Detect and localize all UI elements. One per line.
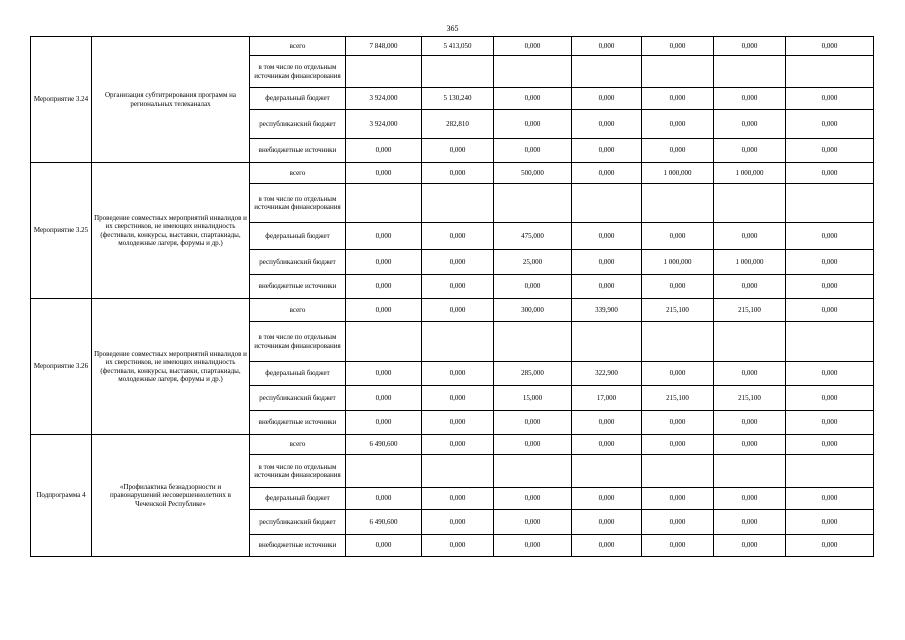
amount-cell: 0,000 [786, 299, 874, 322]
funding-source: в том числе по отдельным источникам финансирования [250, 56, 346, 88]
amount-cell: 0,000 [642, 275, 714, 299]
amount-cell: 0,000 [422, 535, 494, 557]
amount-cell [494, 184, 572, 223]
table-row [31, 163, 874, 184]
amount-cell [346, 322, 422, 362]
amount-cell: 0,000 [786, 139, 874, 163]
amount-cell: 0,000 [642, 223, 714, 250]
amount-cell [346, 455, 422, 488]
amount-cell: 285,000 [494, 362, 572, 386]
amount-cell: 0,000 [346, 275, 422, 299]
amount-cell: 0,000 [714, 110, 786, 139]
amount-cell: 0,000 [786, 411, 874, 435]
funding-source: федеральный бюджет [250, 488, 346, 510]
amount-cell: 215,100 [642, 299, 714, 322]
amount-cell: 475,000 [494, 223, 572, 250]
amount-cell: 1 000,000 [714, 163, 786, 184]
amount-cell: 0,000 [714, 510, 786, 535]
amount-cell [346, 56, 422, 88]
amount-cell: 0,000 [642, 37, 714, 56]
amount-cell [786, 322, 874, 362]
amount-cell: 215,100 [642, 386, 714, 411]
funding-source: всего [250, 299, 346, 322]
amount-cell [572, 184, 642, 223]
amount-cell: 0,000 [572, 139, 642, 163]
funding-source: федеральный бюджет [250, 88, 346, 110]
table-row [31, 299, 874, 322]
funding-source: республиканский бюджет [250, 386, 346, 411]
amount-cell: 0,000 [422, 163, 494, 184]
amount-cell: 0,000 [714, 411, 786, 435]
measure-code: Мероприятие 3.24 [31, 37, 92, 163]
amount-cell [642, 322, 714, 362]
amount-cell: 0,000 [346, 488, 422, 510]
amount-cell: 0,000 [422, 411, 494, 435]
amount-cell: 215,100 [714, 386, 786, 411]
amount-cell: 0,000 [422, 435, 494, 455]
amount-cell: 5 413,050 [422, 37, 494, 56]
funding-source: в том числе по отдельным источникам финансирования [250, 322, 346, 362]
amount-cell: 0,000 [422, 250, 494, 275]
amount-cell: 0,000 [422, 223, 494, 250]
amount-cell [642, 455, 714, 488]
funding-source: внебюджетные источники [250, 535, 346, 557]
amount-cell: 0,000 [786, 275, 874, 299]
measure-code: Мероприятие 3.26 [31, 299, 92, 435]
amount-cell [494, 56, 572, 88]
amount-cell: 0,000 [642, 362, 714, 386]
amount-cell: 0,000 [494, 110, 572, 139]
amount-cell: 1 000,000 [642, 163, 714, 184]
amount-cell: 0,000 [572, 250, 642, 275]
amount-cell: 0,000 [642, 139, 714, 163]
amount-cell: 0,000 [572, 110, 642, 139]
amount-cell: 0,000 [572, 275, 642, 299]
amount-cell: 0,000 [494, 275, 572, 299]
amount-cell: 7 848,000 [346, 37, 422, 56]
measure-code: Мероприятие 3.25 [31, 163, 92, 299]
amount-cell [714, 56, 786, 88]
amount-cell: 0,000 [494, 535, 572, 557]
amount-cell: 0,000 [494, 139, 572, 163]
amount-cell: 0,000 [786, 163, 874, 184]
amount-cell: 0,000 [786, 223, 874, 250]
amount-cell: 0,000 [642, 535, 714, 557]
amount-cell: 0,000 [786, 435, 874, 455]
amount-cell [572, 322, 642, 362]
amount-cell: 0,000 [572, 37, 642, 56]
amount-cell: 0,000 [642, 110, 714, 139]
amount-cell: 0,000 [714, 488, 786, 510]
amount-cell: 6 490,600 [346, 510, 422, 535]
measure-name: Организация субтитрирования программ на региональных телеканалах [92, 37, 250, 163]
amount-cell: 0,000 [786, 88, 874, 110]
table-row [31, 37, 874, 56]
amount-cell: 0,000 [786, 510, 874, 535]
amount-cell: 0,000 [494, 37, 572, 56]
amount-cell: 0,000 [494, 435, 572, 455]
amount-cell: 0,000 [642, 411, 714, 435]
funding-source: республиканский бюджет [250, 110, 346, 139]
amount-cell: 339,900 [572, 299, 642, 322]
amount-cell [642, 184, 714, 223]
amount-cell: 0,000 [572, 435, 642, 455]
amount-cell: 0,000 [422, 362, 494, 386]
page-number: 365 [446, 24, 459, 33]
amount-cell: 1 000,000 [714, 250, 786, 275]
amount-cell [714, 184, 786, 223]
amount-cell: 0,000 [422, 386, 494, 411]
amount-cell: 0,000 [572, 510, 642, 535]
amount-cell: 3 924,000 [346, 88, 422, 110]
amount-cell: 0,000 [494, 510, 572, 535]
amount-cell: 0,000 [346, 299, 422, 322]
amount-cell: 0,000 [714, 88, 786, 110]
amount-cell: 0,000 [346, 250, 422, 275]
amount-cell: 1 000,000 [642, 250, 714, 275]
funding-source: федеральный бюджет [250, 362, 346, 386]
funding-source: всего [250, 163, 346, 184]
amount-cell: 0,000 [786, 37, 874, 56]
measure-code: Подпрограмма 4 [31, 435, 92, 557]
amount-cell: 0,000 [346, 535, 422, 557]
amount-cell: 0,000 [494, 411, 572, 435]
amount-cell: 0,000 [422, 510, 494, 535]
funding-source: республиканский бюджет [250, 250, 346, 275]
amount-cell: 17,000 [572, 386, 642, 411]
budget-table [30, 36, 874, 557]
amount-cell: 0,000 [642, 488, 714, 510]
measure-name: «Профилактика безнадзорности и правонарушений несовершеннолетних в Чеченской Республике» [92, 435, 250, 557]
funding-source: внебюджетные источники [250, 411, 346, 435]
amount-cell [422, 455, 494, 488]
amount-cell [714, 322, 786, 362]
amount-cell: 0,000 [494, 88, 572, 110]
amount-cell: 25,000 [494, 250, 572, 275]
amount-cell: 0,000 [422, 488, 494, 510]
amount-cell: 0,000 [346, 223, 422, 250]
amount-cell [714, 455, 786, 488]
amount-cell: 0,000 [714, 223, 786, 250]
funding-source: в том числе по отдельным источникам финансирования [250, 184, 346, 223]
amount-cell: 0,000 [786, 362, 874, 386]
funding-source: в том числе по отдельным источникам финансирования [250, 455, 346, 488]
amount-cell: 0,000 [786, 488, 874, 510]
amount-cell: 0,000 [422, 139, 494, 163]
amount-cell [494, 455, 572, 488]
amount-cell: 6 490,600 [346, 435, 422, 455]
amount-cell [786, 455, 874, 488]
amount-cell [422, 184, 494, 223]
amount-cell: 0,000 [572, 535, 642, 557]
amount-cell: 0,000 [346, 411, 422, 435]
amount-cell: 15,000 [494, 386, 572, 411]
funding-source: внебюджетные источники [250, 139, 346, 163]
funding-source: всего [250, 435, 346, 455]
amount-cell: 0,000 [714, 275, 786, 299]
amount-cell: 300,000 [494, 299, 572, 322]
amount-cell: 322,900 [572, 362, 642, 386]
amount-cell: 5 130,240 [422, 88, 494, 110]
amount-cell: 0,000 [714, 37, 786, 56]
amount-cell: 0,000 [572, 411, 642, 435]
amount-cell: 0,000 [572, 88, 642, 110]
amount-cell: 282,810 [422, 110, 494, 139]
amount-cell: 0,000 [346, 139, 422, 163]
measure-name: Проведение совместных мероприятий инвалидов и их сверстников, не имеющих инвалидность (фестивали, конкурсы, выставки, спартакиады, молодежные лагеря, форумы и др.) [92, 163, 250, 299]
amount-cell [494, 322, 572, 362]
amount-cell [642, 56, 714, 88]
amount-cell: 0,000 [786, 250, 874, 275]
amount-cell [786, 184, 874, 223]
amount-cell: 0,000 [346, 362, 422, 386]
amount-cell: 0,000 [786, 386, 874, 411]
funding-source: республиканский бюджет [250, 510, 346, 535]
amount-cell: 0,000 [494, 488, 572, 510]
amount-cell [786, 56, 874, 88]
amount-cell: 0,000 [572, 488, 642, 510]
amount-cell: 0,000 [786, 110, 874, 139]
amount-cell: 0,000 [572, 163, 642, 184]
table-row [31, 435, 874, 455]
funding-source: внебюджетные источники [250, 275, 346, 299]
amount-cell: 0,000 [714, 435, 786, 455]
amount-cell: 215,100 [714, 299, 786, 322]
amount-cell: 0,000 [346, 163, 422, 184]
amount-cell [346, 184, 422, 223]
funding-source: всего [250, 37, 346, 56]
amount-cell: 500,000 [494, 163, 572, 184]
amount-cell: 0,000 [642, 510, 714, 535]
amount-cell [422, 322, 494, 362]
amount-cell [572, 455, 642, 488]
amount-cell: 0,000 [422, 275, 494, 299]
funding-source: федеральный бюджет [250, 223, 346, 250]
amount-cell [572, 56, 642, 88]
amount-cell: 0,000 [714, 139, 786, 163]
amount-cell: 3 924,000 [346, 110, 422, 139]
amount-cell: 0,000 [572, 223, 642, 250]
amount-cell: 0,000 [642, 88, 714, 110]
amount-cell: 0,000 [422, 299, 494, 322]
amount-cell [422, 56, 494, 88]
measure-name: Проведение совместных мероприятий инвалидов и их сверстников, не имеющих инвалидность (фестивали, конкурсы, выставки, спартакиады, молодежные лагеря, форумы и др.) [92, 299, 250, 435]
amount-cell: 0,000 [786, 535, 874, 557]
amount-cell: 0,000 [346, 386, 422, 411]
amount-cell: 0,000 [642, 435, 714, 455]
amount-cell: 0,000 [714, 535, 786, 557]
amount-cell: 0,000 [714, 362, 786, 386]
